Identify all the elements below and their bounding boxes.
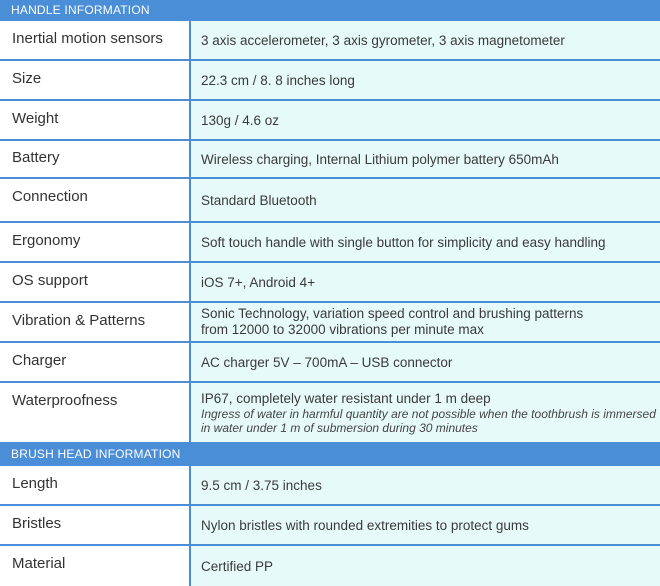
row-label: Weight <box>0 101 189 139</box>
row-label: Inertial motion sensors <box>0 21 189 59</box>
row-label: Vibration & Patterns <box>0 303 189 341</box>
table-row <box>0 383 660 442</box>
row-label: Bristles <box>0 506 189 544</box>
table-row <box>0 101 660 139</box>
row-label: Material <box>0 546 189 586</box>
row-value: 22.3 cm / 8. 8 inches long <box>191 61 660 99</box>
table-row <box>0 506 660 544</box>
row-label: Connection <box>0 179 189 221</box>
row-value: Nylon bristles with rounded extremities to protect gums <box>191 506 660 544</box>
table-row <box>0 141 660 177</box>
row-value-note-line-2: in water under 1 m of submersion during 30 minutes <box>201 420 478 435</box>
row-value-line-2: from 12000 to 32000 vibrations per minute max <box>201 322 484 337</box>
row-value <box>191 303 660 341</box>
row-value: 130g / 4.6 oz <box>191 101 660 139</box>
table-row <box>0 466 660 504</box>
row-label: Length <box>0 466 189 504</box>
row-value: AC charger 5V – 700mA – USB connector <box>191 343 660 381</box>
row-value-note-line-1: Ingress of water in harmful quantity are not possible when the toothbrush is immersed <box>201 406 656 421</box>
row-value: Standard Bluetooth <box>191 179 660 221</box>
row-label: Ergonomy <box>0 223 189 261</box>
row-label: OS support <box>0 263 189 301</box>
row-label: Size <box>0 61 189 99</box>
row-value: Wireless charging, Internal Lithium polymer battery 650mAh <box>191 141 660 177</box>
row-value: 3 axis accelerometer, 3 axis gyrometer, 3 axis magnetometer <box>191 21 660 59</box>
table-row <box>0 546 660 586</box>
table-row <box>0 303 660 341</box>
row-value <box>191 383 660 442</box>
table-row <box>0 21 660 59</box>
row-value: Certified PP <box>191 546 660 586</box>
handle-section-header: HANDLE INFORMATION <box>0 0 660 19</box>
table-row <box>0 263 660 301</box>
row-label: Waterproofness <box>0 383 189 442</box>
row-value: 9.5 cm / 3.75 inches <box>191 466 660 504</box>
row-value: Soft touch handle with single button for simplicity and easy handling <box>191 223 660 261</box>
row-value: iOS 7+, Android 4+ <box>191 263 660 301</box>
table-row <box>0 179 660 221</box>
brush-head-section-header: BRUSH HEAD INFORMATION <box>0 444 660 464</box>
row-value-main: IP67, completely water resistant under 1 m deep <box>201 390 491 406</box>
row-value-line-1: Sonic Technology, variation speed control and brushing patterns <box>201 306 584 321</box>
row-label: Charger <box>0 343 189 381</box>
table-row <box>0 223 660 261</box>
table-row <box>0 343 660 381</box>
row-label: Battery <box>0 141 189 177</box>
table-row <box>0 61 660 99</box>
